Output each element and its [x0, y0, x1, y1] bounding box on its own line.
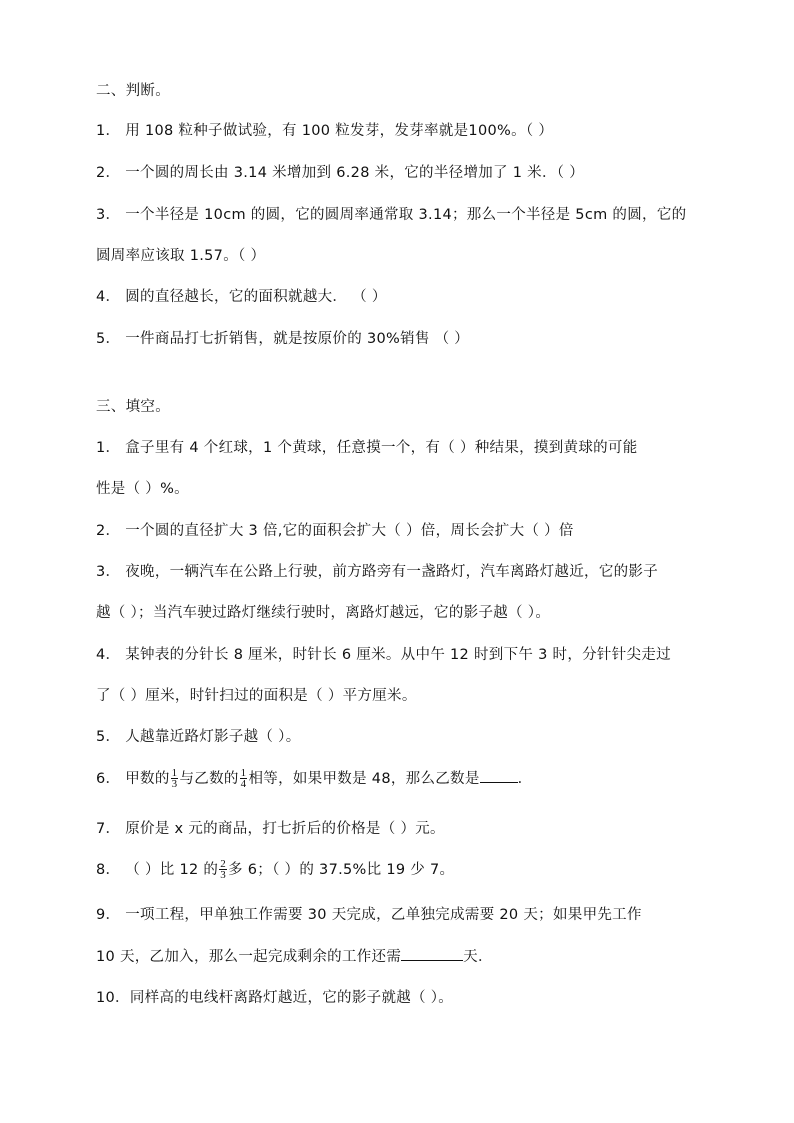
- question-text: 与乙数的: [179, 771, 239, 787]
- fill-question-4-line-1: 4． 某钟表的分针长 8 厘米，时针长 6 厘米。从中午 12 时到下午 3 时，分针针尖走过: [96, 647, 671, 663]
- fraction-numerator: 1: [171, 766, 178, 779]
- fill-question-5: 5． 人越靠近路灯影子越（ ）。: [96, 729, 301, 745]
- fill-question-4-line-2: 了（ ）厘米，时针扫过的面积是（ ）平方厘米。: [96, 688, 417, 704]
- answer-blank[interactable]: [480, 768, 518, 783]
- section-heading-judgement: 二、判断。: [96, 83, 170, 99]
- judgement-question-2: 2． 一个圆的周长由 3.14 米增加到 6.28 米，它的半径增加了 1 米．（ ）: [96, 165, 585, 181]
- fill-question-2: 2． 一个圆的直径扩大 3 倍,它的面积会扩大（ ）倍，周长会扩大（ ）倍: [96, 523, 574, 539]
- fill-question-3-line-2: 越（ ）；当汽车驶过路灯继续行驶时，离路灯越远，它的影子越（ ）。: [96, 605, 551, 621]
- fill-question-6: [96, 768, 532, 790]
- question-text: （ ）比 12 的: [125, 862, 219, 878]
- judgement-question-3-line-1: 3． 一个半径是 10cm 的圆，它的圆周率通常取 3.14；那么一个半径是 5cm 的圆，它的: [96, 207, 687, 223]
- fill-question-8: [96, 859, 454, 881]
- question-text: 多 6；（ ）的 37.5%比 19 少 7。: [228, 862, 455, 878]
- judgement-question-5: 5． 一件商品打七折销售，就是按原价的 30%销售 （ ）: [96, 331, 470, 347]
- fraction-denominator: 4: [240, 777, 247, 790]
- fill-question-1-line-1: 1． 盒子里有 4 个红球，1 个黄球，任意摸一个，有（ ）种结果，摸到黄球的可能: [96, 440, 638, 456]
- fill-question-7: 7． 原价是 x 元的商品，打七折后的价格是（ ）元。: [96, 821, 445, 837]
- question-text: 相等，如果甲数是 48，那么乙数是: [248, 771, 480, 787]
- fill-question-3-line-1: 3． 夜晚，一辆汽车在公路上行驶，前方路旁有一盏路灯，汽车离路灯越近，它的影子: [96, 564, 659, 580]
- judgement-question-3-line-2: 圆周率应该取 1.57。（ ）: [96, 248, 266, 264]
- question-number: 8．: [96, 862, 121, 878]
- judgement-question-4: 4． 圆的直径越长，它的面积就越大． （ ）: [96, 289, 387, 305]
- fraction-numerator: 2: [220, 857, 227, 870]
- fraction-denominator: 3: [220, 868, 227, 881]
- question-number: 6．: [96, 771, 121, 787]
- fill-question-10: 10．同样高的电线杆离路灯越近，它的影子就越（ ）。: [96, 990, 454, 1006]
- fill-question-1-line-2: 性是（ ）%。: [96, 481, 189, 497]
- question-text: 10 天，乙加入，那么一起完成剩余的工作还需: [96, 949, 402, 965]
- section-heading-fill-blank: 三、填空。: [96, 399, 170, 415]
- fill-question-9-line-1: 9． 一项工程，甲单独工作需要 30 天完成，乙单独完成需要 20 天；如果甲先工作: [96, 907, 642, 923]
- fill-question-9-line-2: [96, 946, 493, 968]
- fraction-one-third: [171, 768, 179, 789]
- fraction-two-thirds: [219, 859, 227, 880]
- fraction-numerator: 1: [240, 766, 247, 779]
- judgement-question-1: 1． 用 108 粒种子做试验，有 100 粒发芽，发芽率就是100%。（ ）: [96, 123, 554, 139]
- fraction-one-quarter: [240, 768, 248, 789]
- question-text: 甲数的: [125, 771, 170, 787]
- question-text: 天．: [463, 949, 493, 965]
- question-text: ．: [517, 771, 533, 787]
- fraction-denominator: 3: [171, 777, 178, 790]
- answer-blank[interactable]: [401, 946, 463, 961]
